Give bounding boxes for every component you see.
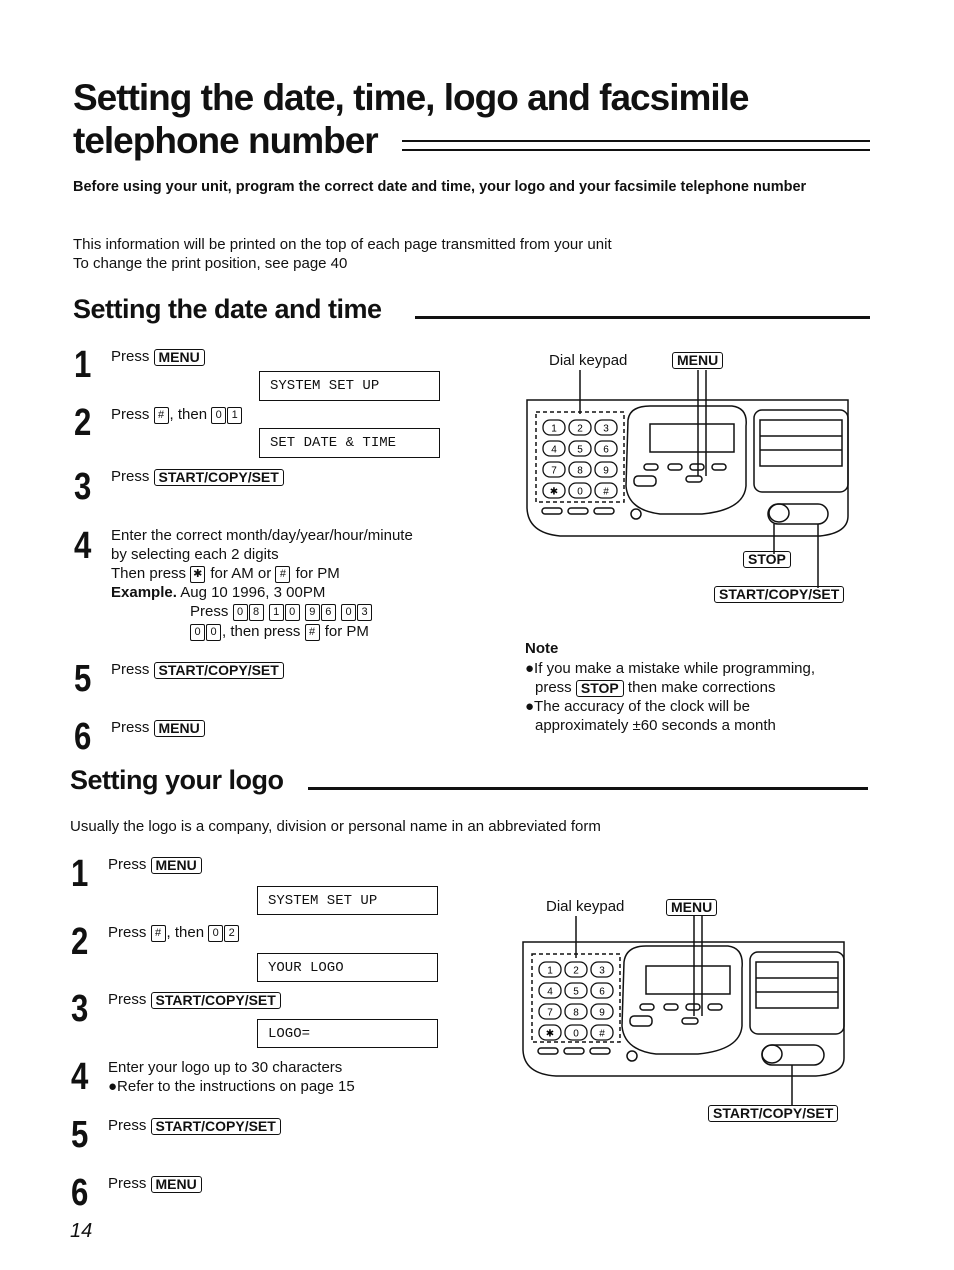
stop-key: STOP xyxy=(743,551,791,568)
keypad-key-label: 7 xyxy=(547,1007,553,1019)
diagram-start-label xyxy=(708,1104,838,1122)
hash-key: # xyxy=(151,925,166,942)
page-title-line2: telephone number xyxy=(73,120,378,161)
keypad-key-label: 3 xyxy=(599,965,605,977)
keypad-key-label: 9 xyxy=(599,1007,605,1019)
keypad-key-label: 4 xyxy=(547,986,553,998)
keypad-key-label: 0 xyxy=(573,1028,579,1040)
intro-bold: Before using your unit, program the correct date and time, your logo and your facsimile telephone number xyxy=(73,179,807,195)
digit-key: 9 xyxy=(305,604,320,621)
then-press-label: , then press xyxy=(222,623,301,640)
step-number: 6 xyxy=(74,716,92,758)
start-copy-set-key: START/COPY/SET xyxy=(154,662,284,679)
example-value: Aug 10 1996, 3 00PM xyxy=(180,584,326,601)
digit-key: 2 xyxy=(224,925,239,942)
keypad-key-label: 9 xyxy=(603,465,609,477)
menu-key: MENU xyxy=(154,720,205,737)
menu-key: MENU xyxy=(672,352,723,369)
digit-key: 8 xyxy=(249,604,264,621)
keypad-key-label: # xyxy=(599,1028,605,1040)
keypad-key-label: ✱ xyxy=(545,1028,555,1040)
keypad-key-label: 7 xyxy=(551,465,557,477)
stop-key: STOP xyxy=(576,680,624,697)
press-label: Press xyxy=(111,348,150,365)
lcd-display: SYSTEM SET UP xyxy=(259,371,440,401)
diagram-stop-label xyxy=(743,550,791,568)
menu-key: MENU xyxy=(151,1176,202,1193)
hash-key: # xyxy=(275,566,290,583)
note-1b-rest: then make corrections xyxy=(627,679,776,696)
step-number: 5 xyxy=(71,1114,89,1156)
digit-key: 0 xyxy=(341,604,356,621)
press-label: Press xyxy=(111,719,150,736)
step-4-line2: by selecting each 2 digits xyxy=(111,546,279,563)
logo-step-5-text xyxy=(108,1116,281,1135)
keypad-key-label: 0 xyxy=(577,486,583,498)
note-1a: ●If you make a mistake while programming, xyxy=(525,660,816,677)
keypad-key-label: 8 xyxy=(577,465,583,477)
note-2b: approximately ±60 seconds a month xyxy=(535,717,776,734)
keypad-key-label: 8 xyxy=(573,1007,579,1019)
then-press-label: Then press xyxy=(111,565,187,582)
diagram-start-label xyxy=(714,585,844,603)
example-label: Example. xyxy=(111,584,177,601)
lcd-display: LOGO= xyxy=(257,1019,438,1048)
step-4-line3 xyxy=(111,564,340,583)
digit-key: 0 xyxy=(206,624,221,641)
step-number: 1 xyxy=(74,344,92,386)
step-number: 1 xyxy=(71,853,89,895)
section-heading-logo: Setting your logo xyxy=(70,765,284,795)
step-number: 4 xyxy=(74,525,92,567)
page-number: 14 xyxy=(70,1220,93,1242)
keypad-key-label: 6 xyxy=(603,444,609,456)
digit-key: 0 xyxy=(190,624,205,641)
step-2-text xyxy=(111,405,243,424)
example-keys-line1 xyxy=(190,602,373,621)
diagram-menu-label xyxy=(672,351,723,369)
lcd-display: SYSTEM SET UP xyxy=(257,886,438,915)
step-5-text xyxy=(111,660,284,679)
digit-key: 0 xyxy=(208,925,223,942)
digit-key: 1 xyxy=(269,604,284,621)
digit-key: 0 xyxy=(211,407,226,424)
step-6-text xyxy=(111,718,205,737)
step-number: 3 xyxy=(74,466,92,508)
digit-key: 0 xyxy=(285,604,300,621)
keypad-key-label: 4 xyxy=(551,444,557,456)
press-label: Press xyxy=(108,924,147,941)
keypad-key-label: 5 xyxy=(573,986,579,998)
start-copy-set-key: START/COPY/SET xyxy=(714,586,844,603)
dial-keypad-label: Dial keypad xyxy=(549,352,628,369)
note-title: Note xyxy=(525,640,559,657)
hash-key: # xyxy=(305,624,320,641)
logo-step-4-line2: ●Refer to the instructions on page 15 xyxy=(108,1078,355,1095)
logo-step-2-text xyxy=(108,923,240,942)
keypad-key-label: 6 xyxy=(599,986,605,998)
press-label: Press xyxy=(108,991,147,1008)
start-copy-set-key: START/COPY/SET xyxy=(708,1105,838,1122)
lcd-display: YOUR LOGO xyxy=(257,953,438,982)
digit-key: 0 xyxy=(233,604,248,621)
step-number: 3 xyxy=(71,988,89,1030)
then-label: , then xyxy=(166,924,205,941)
note-1b xyxy=(535,678,775,697)
section-rule xyxy=(308,787,868,790)
for-pm-label: for PM xyxy=(324,623,369,640)
logo-intro: Usually the logo is a company, division or personal name in an abbreviated form xyxy=(70,818,601,835)
start-copy-set-key: START/COPY/SET xyxy=(151,1118,281,1135)
press-label: Press xyxy=(108,1175,147,1192)
logo-step-4-line1: Enter your logo up to 30 characters xyxy=(108,1059,343,1076)
dial-keypad-label: Dial keypad xyxy=(546,898,625,915)
page-title-line1: Setting the date, time, logo and facsimile xyxy=(73,77,749,118)
hash-key: # xyxy=(154,407,169,424)
step-number: 6 xyxy=(71,1172,89,1214)
example-keys-line2 xyxy=(190,622,369,641)
start-copy-set-key: START/COPY/SET xyxy=(154,469,284,486)
menu-key: MENU xyxy=(154,349,205,366)
logo-step-3-text xyxy=(108,990,281,1009)
step-number: 2 xyxy=(71,921,89,963)
press-label: Press xyxy=(111,406,150,423)
fax-machine-diagram xyxy=(520,368,860,608)
step-3-text xyxy=(111,467,284,486)
digit-key: 3 xyxy=(357,604,372,621)
logo-step-6-text xyxy=(108,1174,202,1193)
step-number: 4 xyxy=(71,1056,89,1098)
keypad-key-label: ✱ xyxy=(549,486,559,498)
keypad-key-label: 1 xyxy=(547,965,553,977)
logo-step-1-text xyxy=(108,855,202,874)
press-label: Press xyxy=(108,1117,147,1134)
press-label: Press xyxy=(111,661,150,678)
fax-machine-diagram xyxy=(516,914,856,1114)
step-4-line1: Enter the correct month/day/year/hour/minute xyxy=(111,527,413,544)
then-label: , then xyxy=(169,406,208,423)
example-line xyxy=(111,583,325,602)
title-rule xyxy=(402,140,870,151)
star-key: ✱ xyxy=(190,566,205,583)
digit-key: 1 xyxy=(227,407,242,424)
intro-line-1: This information will be printed on the top of each page transmitted from your unit xyxy=(73,236,612,253)
section-rule xyxy=(415,316,870,319)
keypad-key-label: 2 xyxy=(577,423,583,435)
intro-line-2: To change the print position, see page 40 xyxy=(73,255,348,272)
press-label: Press xyxy=(108,856,147,873)
keypad-key-label: 2 xyxy=(573,965,579,977)
keypad-key-label: # xyxy=(603,486,609,498)
press-label: Press xyxy=(111,468,150,485)
press-label: press xyxy=(535,679,572,696)
step-1-text xyxy=(111,347,205,366)
note-2a: ●The accuracy of the clock will be xyxy=(525,698,750,715)
step-number: 2 xyxy=(74,402,92,444)
press-label: Press xyxy=(190,603,229,620)
keypad-key-label: 3 xyxy=(603,423,609,435)
menu-key: MENU xyxy=(151,857,202,874)
diagram-menu-label xyxy=(666,898,717,916)
section-heading-date-time: Setting the date and time xyxy=(73,294,382,324)
start-copy-set-key: START/COPY/SET xyxy=(151,992,281,1009)
digit-key: 6 xyxy=(321,604,336,621)
am-label: for AM or xyxy=(210,565,272,582)
menu-key: MENU xyxy=(666,899,717,916)
keypad-key-label: 1 xyxy=(551,423,557,435)
pm-label: for PM xyxy=(295,565,340,582)
keypad-key-label: 5 xyxy=(577,444,583,456)
lcd-display: SET DATE & TIME xyxy=(259,428,440,458)
step-number: 5 xyxy=(74,658,92,700)
